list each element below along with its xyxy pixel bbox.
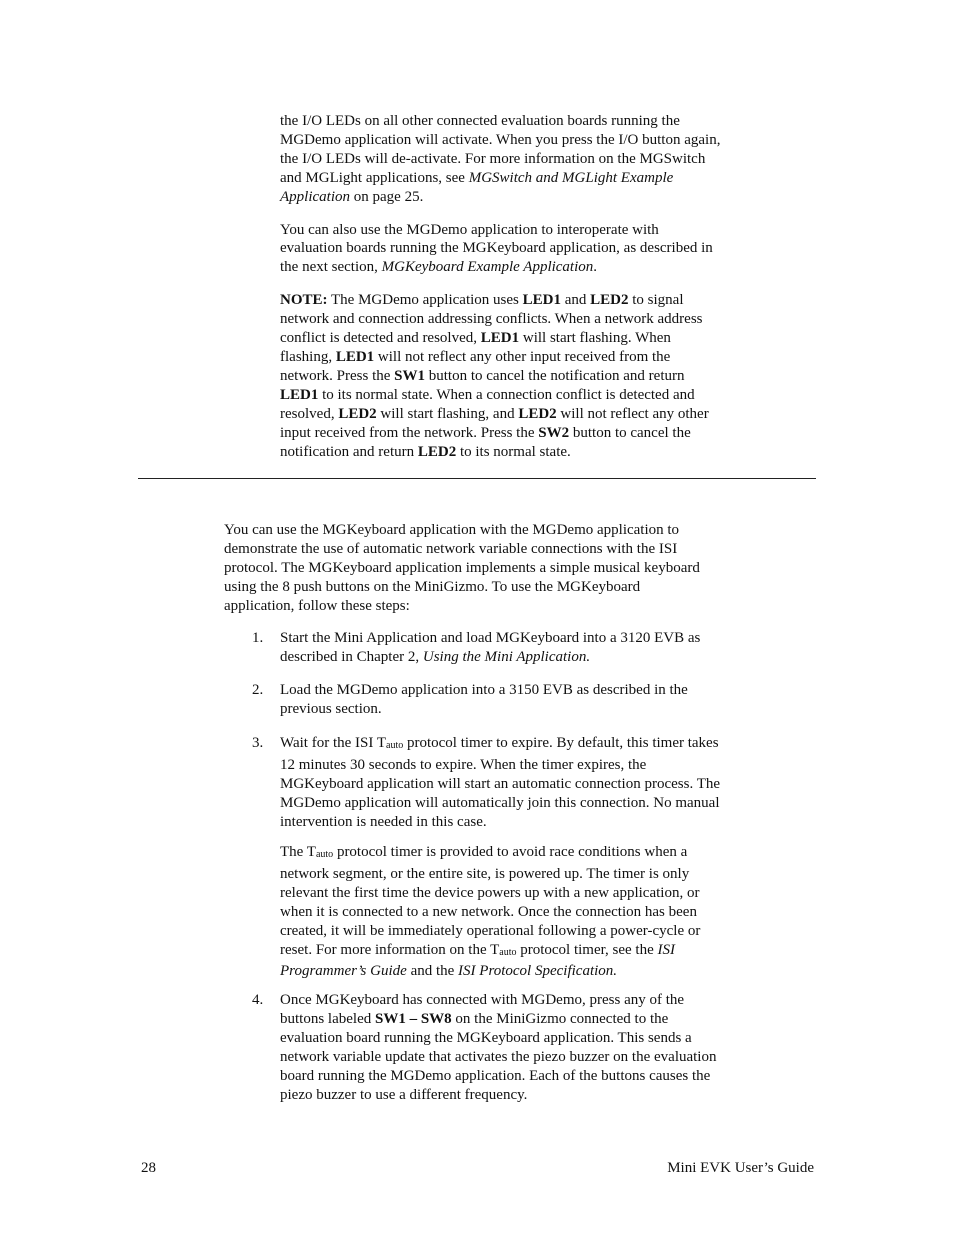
doc-reference: ISI Protocol Specification. (458, 963, 618, 980)
step-text: Once MGKeyboard has connected with MGDemo, press any of the buttons labeled SW1 – SW8 on the MiniGizmo connected to the evaluation board running the MGKeyboard application. This sends a network variable update that activates the piezo buzzer on the evaluation board running the MGDemo application. Each of the buttons causes the piezo buzzer to use a different frequency. (280, 992, 717, 1103)
section-reference: MGKeyboard Example Application (381, 259, 594, 276)
step-number: 3. (252, 735, 264, 751)
step-text: The $T_{auto}$ protocol timer is provided to avoid race conditions when a network segment, or the entire site, is powered up. The timer is only relevant the first time the device powers up with a new application, or when it is connected to a new network. Once the connection has been created, it will be immediately operational following a power-cycle or reset. For more information on the $T_{auto}$ protocol timer, see the ISI Programmer’s Guide and the ISI Protocol Specification. (280, 844, 701, 980)
step-text: Start the Mini Application and load MGKeyboard into a 3120 EVB as described in Chapter 2, Using the Mini Application. (280, 630, 701, 665)
paragraph-mgswitch-reference: the I/O LEDs on all other connected evaluation boards running the MGDemo application will activate. When you press the I/O button again, the I/O LEDs will de-activate. For more information on the MGSwitch and MGLight applications, see MGSwitch and MGLight Example Application on page 25. (280, 113, 721, 205)
step-text: Load the MGDemo application into a 3150 EVB as described in the previous section. (280, 682, 688, 717)
cross-reference-title: MGSwitch and MGLight Example (468, 169, 674, 186)
cross-reference-title-cont: Application (280, 188, 350, 205)
step-number: 2. (252, 682, 264, 698)
step-number: 1. (252, 630, 264, 646)
step-text: Wait for the ISI $T_{auto}$ protocol timer to expire. By default, this timer takes 12 minutes 30 seconds to expire. When the timer expires, the MGKeyboard application will start an automatic connection process. The MGDemo application will automatically join this connection. No manual intervention is needed in this case. (280, 735, 721, 830)
page-number: 28 (141, 1160, 156, 1176)
button-range: SW1 – SW8 (374, 1010, 452, 1027)
step-number: 4. (252, 992, 264, 1008)
note-paragraph: NOTE: The MGDemo application uses LED1 and LED2 to signal network and connection addressing conflicts. When a network address conflict is detected and resolved, LED1 will start flashing. When flashing, LED1 will not reflect any other input received from the network. Press the SW1 button to cancel the notification and return LED1 to its normal state. When a connection conflict is detected and resolved, LED2 will start flashing, and LED2 will not reflect any other input received from the network. Press the SW2 button to cancel the notification and return LED2 to its normal state. (280, 292, 709, 460)
paragraph-interoperate: You can also use the MGDemo application to interoperate with evaluation boards running the MGKeyboard application, as described in the next section, MGKeyboard Example Application. (280, 221, 713, 276)
chapter-reference: Using the Mini Application. (422, 648, 591, 665)
intro-paragraph: You can use the MGKeyboard application with the MGDemo application to demonstrate the use of automatic network variable connections with the ISI protocol. The MGKeyboard application implements a simple musical keyboard using the 8 push buttons on the MiniGizmo. To use the MGKeyboard application, follow these steps: (224, 522, 700, 614)
continued-text-block (280, 112, 820, 475)
doc-reference: Programmer’s Guide (280, 963, 407, 980)
guide-title: Mini EVK User’s Guide (667, 1160, 814, 1176)
note-label: NOTE: (280, 292, 328, 309)
section-divider (138, 478, 816, 479)
